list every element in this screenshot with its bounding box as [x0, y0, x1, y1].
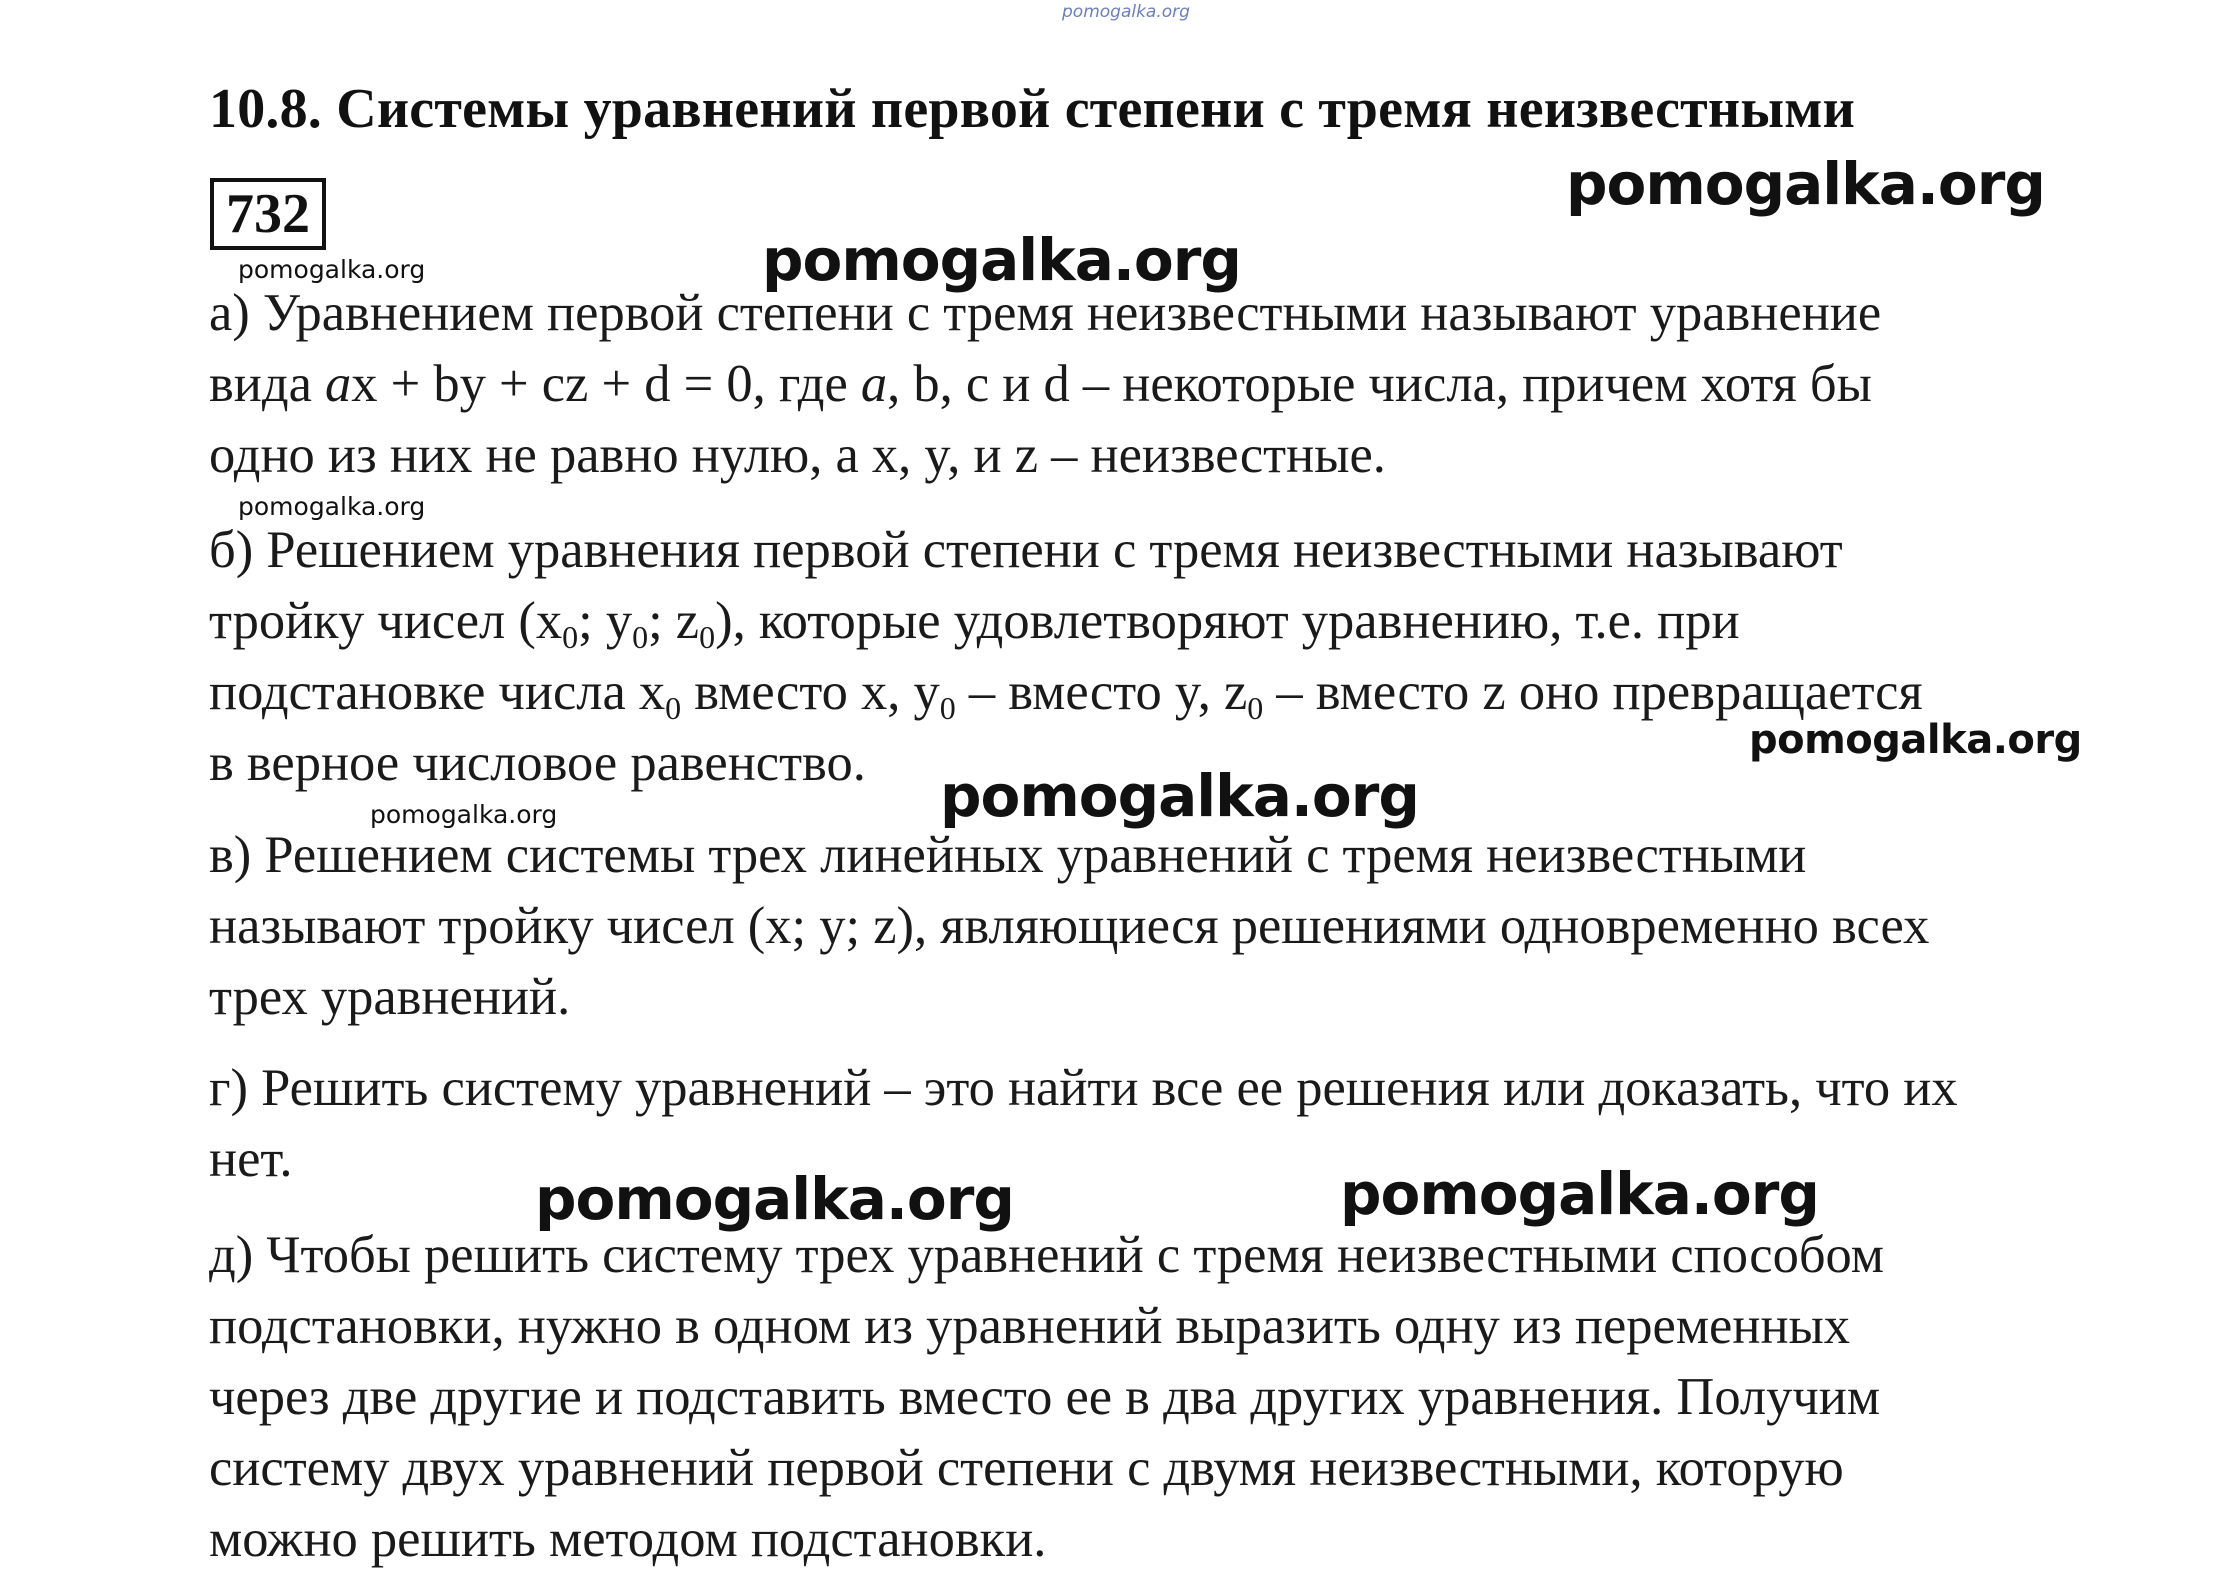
paragraph-v: [209, 820, 2204, 1033]
paragraph-v-line-1: в) Решением системы трех линейных уравнений с тремя неизвестными: [209, 826, 1807, 884]
paragraph-d-line-4: систему двух уравнений первой степени с двумя неизвестными, которую: [209, 1439, 1844, 1497]
paragraph-v-line-2: называют тройку чисел (x; y; z), являющиеся решениями одновременно всех: [209, 897, 1930, 955]
paragraph-d-line-3: через две другие и подставить вместо ее в два других уравнения. Получим: [209, 1368, 1881, 1426]
section-title: 10.8. Системы уравнений первой степени с тремя неизвестными: [209, 78, 1856, 140]
paragraph-d-line-2: подстановки, нужно в одном из уравнений выразить одну из переменных: [209, 1297, 1851, 1355]
top-watermark: pomogalka.org: [1062, 2, 1190, 22]
paragraph-d-line-1: д) Чтобы решить систему трех уравнений с тремя неизвестными способом: [209, 1226, 1885, 1284]
exercise-number: 732: [210, 178, 326, 250]
paragraph-a: [209, 278, 2204, 491]
watermark-small-3: pomogalka.org: [370, 800, 558, 829]
paragraph-b-line-1: б) Решением уравнения первой степени с тремя неизвестными называют: [209, 521, 1843, 579]
paragraph-g-line-1: г) Решить систему уравнений – это найти все ее решения или доказать, что их: [209, 1059, 1958, 1117]
paragraph-g-line-2: нет.: [209, 1130, 293, 1188]
watermark-center-mid: pomogalka.org: [940, 762, 1419, 830]
paragraph-b-line-2: тройку чисел ($x_0$; $y_0$; $z_0$), которые удовлетворяют уравнению, т.е. при: [209, 592, 1740, 655]
watermark-small-2: pomogalka.org: [238, 492, 426, 521]
paragraph-b-line-4: в верное числовое равенство.: [209, 734, 866, 792]
paragraph-b-line-3: подстановке числа $x_0$ вместо x, $y_0$ – вместо y, $z_0$ – вместо z оно превращается: [209, 663, 1923, 726]
watermark-center-top: pomogalka.org: [762, 226, 1241, 294]
watermark-bottom-left: pomogalka.org: [535, 1165, 1014, 1233]
paragraph-v-line-3: трех уравнений.: [209, 968, 571, 1026]
paragraph-d-line-5: можно решить методом подстановки.: [209, 1510, 1047, 1568]
watermark-right-mid: pomogalka.org: [1749, 717, 2082, 763]
paragraph-a-line-2: вида ax + by + cz + d = 0, где a, b, с и d – некоторые числа, причем хотя бы: [209, 355, 1872, 413]
paragraph-d: [209, 1220, 2204, 1575]
paragraph-g: [209, 1053, 2204, 1195]
paragraph-a-line-1: а) Уравнением первой степени с тремя неизвестными называют уравнение: [209, 284, 1882, 342]
watermark-small-1: pomogalka.org: [238, 255, 426, 284]
watermark-right-top: pomogalka.org: [1566, 150, 2045, 218]
watermark-bottom-right: pomogalka.org: [1340, 1160, 1819, 1228]
paragraph-a-line-3: одно из них не равно нулю, а x, y, и z – неизвестные.: [209, 426, 1386, 484]
